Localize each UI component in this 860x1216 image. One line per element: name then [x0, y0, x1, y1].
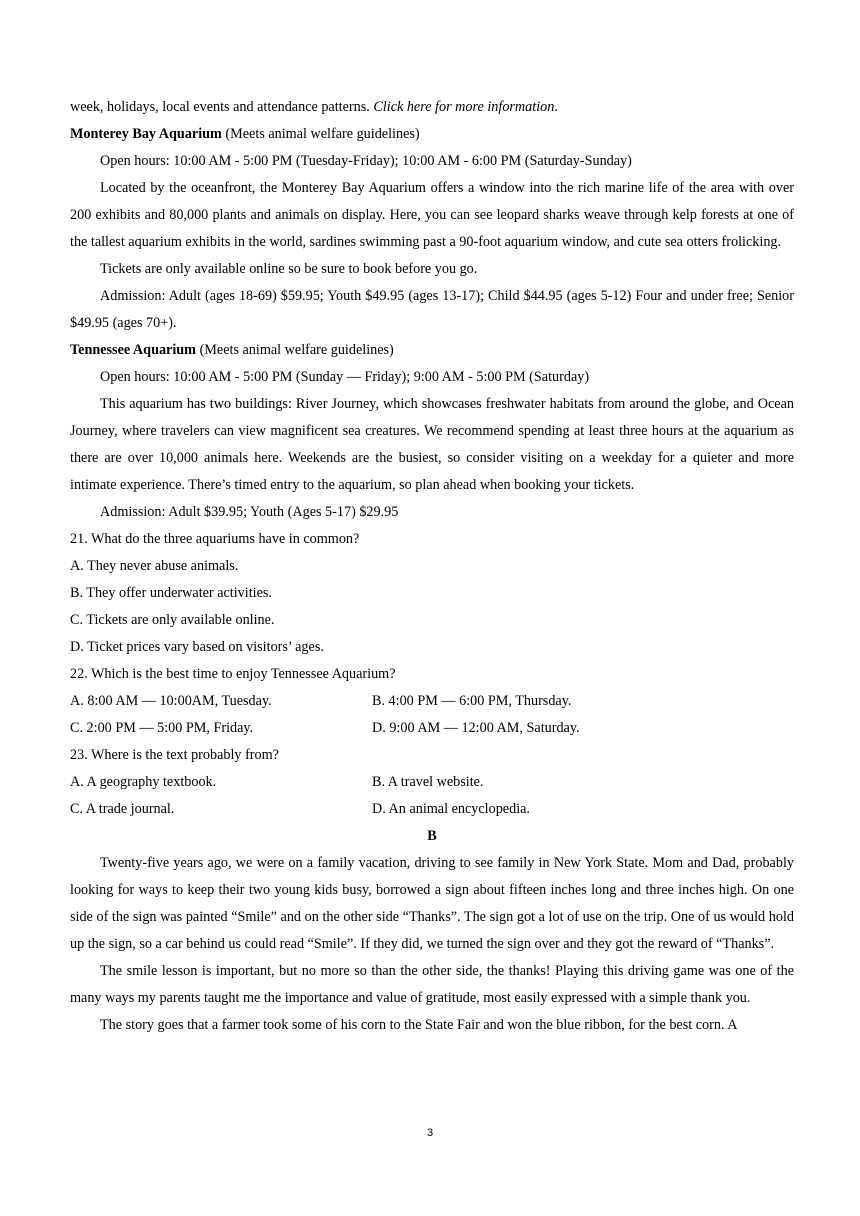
document-page	[70, 94, 794, 1039]
monterey-heading: Monterey Bay Aquarium (Meets animal welfare guidelines)	[70, 126, 420, 142]
q23-option-a: A. A geography textbook.	[70, 774, 217, 790]
monterey-name: Monterey Bay Aquarium	[70, 126, 222, 142]
monterey-hours: Open hours: 10:00 AM - 5:00 PM (Tuesday-Friday); 10:00 AM - 6:00 PM (Saturday-Sunday)	[100, 153, 632, 169]
tennessee-heading: Tennessee Aquarium (Meets animal welfare guidelines)	[70, 342, 394, 358]
tennessee-hours: Open hours: 10:00 AM - 5:00 PM (Sunday — Friday); 9:00 AM - 5:00 PM (Saturday)	[100, 369, 590, 385]
question-22: 22. Which is the best time to enjoy Tennessee Aquarium?	[70, 666, 396, 682]
section-b-paragraph-2: The smile lesson is important, but no more so than the other side, the thanks! Playing this driving game was one of the many ways my parents taught me the importance and value of gratitude, most easily expressed with a simple thank you.	[70, 963, 794, 1006]
tennessee-admission: Admission: Adult $39.95; Youth (Ages 5-17) $29.95	[100, 504, 399, 520]
q23-option-d: D. An animal encyclopedia.	[372, 801, 530, 817]
more-info-link[interactable]: Click here for more information	[373, 99, 555, 115]
monterey-description: Located by the oceanfront, the Monterey Bay Aquarium offers a window into the rich marine life of the area with over 200 exhibits and 80,000 plants and animals on display. Here, you can see leopard sharks weave through kelp forests at one of the tallest aquarium exhibits in the world, sardines swimming past a 90-foot aquarium window, and cute sea otters frolicking.	[70, 180, 794, 250]
q22-options-row-1	[70, 688, 794, 715]
tennessee-description: This aquarium has two buildings: River Journey, which showcases freshwater habitats from around the globe, and Ocean Journey, where travelers can view magnificent sea creatures. We recommend spending at least three hours at the aquarium as there are over 10,000 animals here. Weekends are the busiest, so consider visiting on a weekday for a quieter and more intimate experience. There’s timed entry to the aquarium, so plan ahead when booking your tickets.	[70, 396, 794, 493]
monterey-admission: Admission: Adult (ages 18-69) $59.95; Youth $49.95 (ages 13-17); Child $44.95 (ages 5-12) Four and under free; Senior $49.95 (ages 70+).	[70, 288, 794, 331]
question-23: 23. Where is the text probably from?	[70, 747, 279, 763]
q21-option-c: C. Tickets are only available online.	[70, 612, 275, 628]
q22-option-d: D. 9:00 AM — 12:00 AM, Saturday.	[372, 720, 580, 736]
section-b-heading: B	[427, 828, 437, 844]
q21-option-a: A. They never abuse animals.	[70, 558, 239, 574]
section-b-paragraph-3: The story goes that a farmer took some of his corn to the State Fair and won the blue ribbon, for the best corn. A	[100, 1017, 738, 1033]
q23-option-c: C. A trade journal.	[70, 801, 175, 817]
q23-options-row-2	[70, 796, 794, 823]
intro-tail: week, holidays, local events and attendance patterns. Click here for more information.	[70, 99, 558, 115]
q22-option-b: B. 4:00 PM — 6:00 PM, Thursday.	[372, 693, 572, 709]
monterey-tickets: Tickets are only available online so be sure to book before you go.	[100, 261, 478, 277]
q22-options-row-2	[70, 715, 794, 742]
q22-option-a: A. 8:00 AM — 10:00AM, Tuesday.	[70, 693, 272, 709]
tennessee-name: Tennessee Aquarium	[70, 342, 197, 358]
question-21: 21. What do the three aquariums have in common?	[70, 531, 360, 547]
q21-option-d: D. Ticket prices vary based on visitors’ ages.	[70, 639, 324, 655]
q23-option-b: B. A travel website.	[372, 774, 484, 790]
q22-option-c: C. 2:00 PM — 5:00 PM, Friday.	[70, 720, 254, 736]
section-b-paragraph-1: Twenty-five years ago, we were on a family vacation, driving to see family in New York State. Mom and Dad, probably looking for ways to keep their two young kids busy, borrowed a sign about fifteen inches long and three inches high. On one side of the sign was painted “Smile” and on the other side “Thanks”. The sign got a lot of use on the trip. One of us would hold up the sign, so a car behind us could read “Smile”. If they did, we turned the sign over and they got the reward of “Thanks”.	[70, 855, 794, 952]
q21-option-b: B. They offer underwater activities.	[70, 585, 272, 601]
page-number: 3	[426, 1127, 434, 1139]
q23-options-row-1	[70, 769, 794, 796]
